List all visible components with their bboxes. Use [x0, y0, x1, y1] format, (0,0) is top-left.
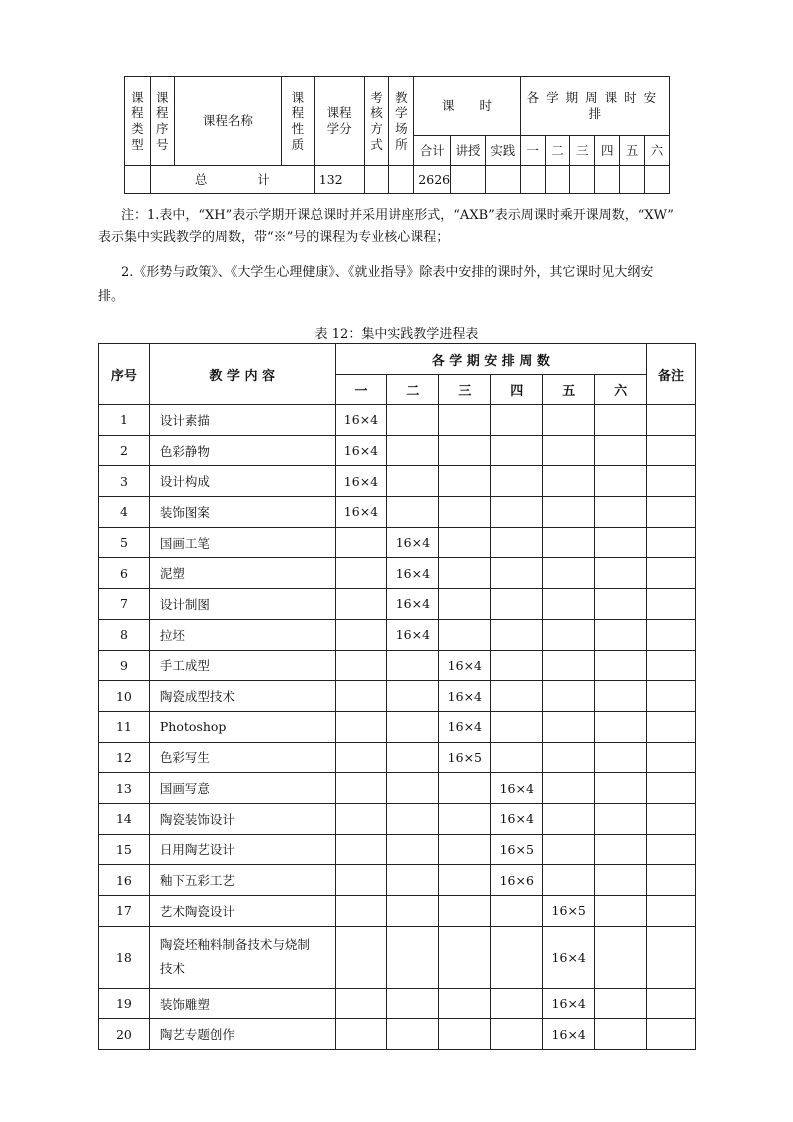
header-term-3: 三: [439, 375, 491, 405]
row-remark: [647, 834, 696, 865]
row-content: 拉坯: [149, 619, 335, 650]
row-content: 陶艺专题创作: [149, 1019, 335, 1050]
table-row: [99, 896, 696, 927]
term-5-weeks: [543, 497, 595, 528]
header-term-3: 三: [570, 136, 595, 166]
row-content: 装饰图案: [149, 497, 335, 528]
header-weeks: 各 学 期 安 排 周 数: [335, 344, 647, 375]
term-4-weeks: [491, 988, 543, 1019]
term-3-weeks: [439, 1019, 491, 1050]
term-1-weeks: 16×4: [335, 466, 387, 497]
term-1-weeks: [335, 865, 387, 896]
term-4-weeks: [491, 405, 543, 436]
header-hours-lecture: 讲授: [451, 136, 486, 166]
row-number: 4: [99, 497, 150, 528]
header-term-6: 六: [595, 375, 647, 405]
term-2-weeks: [387, 865, 439, 896]
row-remark: [647, 896, 696, 927]
term-3-weeks: [439, 435, 491, 466]
table-row: [99, 527, 696, 558]
table-row: [99, 497, 696, 528]
term-4-weeks: [491, 896, 543, 927]
row-remark: [647, 681, 696, 712]
header-exam-method: 考 核 方 式: [364, 77, 389, 166]
row-number: 2: [99, 435, 150, 466]
term-5-weeks: [543, 865, 595, 896]
row-remark: [647, 589, 696, 620]
term-3-weeks: [439, 589, 491, 620]
term-2-weeks: [387, 834, 439, 865]
term-5-weeks: [543, 619, 595, 650]
header-seq: 序号: [99, 344, 150, 405]
total-label: 总 计: [150, 166, 314, 194]
header-term-1: 一: [520, 136, 545, 166]
term-3-weeks: [439, 619, 491, 650]
header-term-1: 一: [335, 375, 387, 405]
term-2-weeks: [387, 1019, 439, 1050]
term-2-weeks: 16×4: [387, 558, 439, 589]
total-cell-empty: [125, 166, 151, 194]
row-content: 设计制图: [149, 589, 335, 620]
row-remark: [647, 803, 696, 834]
term-6-weeks: [595, 803, 647, 834]
row-content: 色彩写生: [149, 742, 335, 773]
header-hours-practice: 实践: [485, 136, 520, 166]
term-4-weeks: 16×6: [491, 865, 543, 896]
row-remark: [647, 558, 696, 589]
term-5-weeks: [543, 681, 595, 712]
term-3-weeks: [439, 466, 491, 497]
term-4-weeks: [491, 527, 543, 558]
term-4-weeks: [491, 466, 543, 497]
term-6-weeks: [595, 558, 647, 589]
term-5-weeks: [543, 466, 595, 497]
term-1-weeks: [335, 926, 387, 988]
term-5-weeks: [543, 650, 595, 681]
header-course-nature: 课 程 性 质: [281, 77, 314, 166]
note-line-2: 表示集中实践教学的周数，带“※”号的课程为专业核心课程；: [98, 230, 450, 245]
term-6-weeks: [595, 619, 647, 650]
term-6-weeks: [595, 988, 647, 1019]
row-number: 16: [99, 865, 150, 896]
total-cell-empty: [520, 166, 545, 194]
table-row: [99, 711, 696, 742]
table-row: [99, 1019, 696, 1050]
table-row: [99, 803, 696, 834]
header-hours-total: 合计: [414, 136, 451, 166]
term-3-weeks: [439, 405, 491, 436]
row-remark: [647, 650, 696, 681]
term-1-weeks: [335, 589, 387, 620]
table-row: [99, 865, 696, 896]
term-1-weeks: [335, 1019, 387, 1050]
table-row: [99, 926, 696, 988]
term-6-weeks: [595, 711, 647, 742]
row-content: 艺术陶瓷设计: [149, 896, 335, 927]
term-4-weeks: [491, 650, 543, 681]
total-cell-empty: [389, 166, 414, 194]
table-row: [99, 466, 696, 497]
row-remark: [647, 466, 696, 497]
term-6-weeks: [595, 1019, 647, 1050]
term-5-weeks: 16×4: [543, 926, 595, 988]
row-content: 设计素描: [149, 405, 335, 436]
term-3-weeks: [439, 773, 491, 804]
table-row: [99, 405, 696, 436]
term-4-weeks: [491, 619, 543, 650]
table-row: [99, 681, 696, 712]
table-row: [99, 619, 696, 650]
term-6-weeks: [595, 865, 647, 896]
row-number: 10: [99, 681, 150, 712]
term-2-weeks: [387, 988, 439, 1019]
header-term-6: 六: [645, 136, 670, 166]
header-course-type: 课程 类型: [125, 77, 151, 166]
term-4-weeks: [491, 742, 543, 773]
term-6-weeks: [595, 773, 647, 804]
term-2-weeks: 16×4: [387, 619, 439, 650]
table-row: [99, 773, 696, 804]
row-number: 14: [99, 803, 150, 834]
table-row: [99, 650, 696, 681]
header-remark: 备注: [647, 344, 696, 405]
row-number: 17: [99, 896, 150, 927]
header-term-5: 五: [620, 136, 645, 166]
row-number: 7: [99, 589, 150, 620]
note-line-4: 排。: [98, 289, 125, 304]
total-cell-empty: [545, 166, 570, 194]
term-5-weeks: [543, 589, 595, 620]
header-course-seq: 课程 序号: [150, 77, 174, 166]
row-remark: [647, 1019, 696, 1050]
term-4-weeks: [491, 1019, 543, 1050]
term-2-weeks: [387, 773, 439, 804]
total-cell-empty: [364, 166, 389, 194]
row-content: 陶瓷装饰设计: [149, 803, 335, 834]
row-number: 1: [99, 405, 150, 436]
row-content: 装饰雕塑: [149, 988, 335, 1019]
term-1-weeks: [335, 527, 387, 558]
term-1-weeks: [335, 650, 387, 681]
term-3-weeks: [439, 803, 491, 834]
term-6-weeks: [595, 896, 647, 927]
row-number: 18: [99, 926, 150, 988]
term-2-weeks: 16×4: [387, 589, 439, 620]
term-3-weeks: [439, 896, 491, 927]
term-6-weeks: [595, 497, 647, 528]
row-remark: [647, 773, 696, 804]
term-5-weeks: 16×5: [543, 896, 595, 927]
term-6-weeks: [595, 742, 647, 773]
total-cell-empty: [595, 166, 620, 194]
term-6-weeks: [595, 527, 647, 558]
total-cell-empty: [451, 166, 486, 194]
total-cell-empty: [645, 166, 670, 194]
term-1-weeks: [335, 773, 387, 804]
row-content: 设计构成: [149, 466, 335, 497]
row-content-line: 陶瓷坯釉料制备技术与烧制: [159, 937, 310, 953]
term-1-weeks: [335, 558, 387, 589]
row-remark: [647, 435, 696, 466]
row-content: 泥塑: [149, 558, 335, 589]
term-1-weeks: [335, 742, 387, 773]
row-content: 色彩静物: [149, 435, 335, 466]
course-plan-table: [124, 76, 670, 194]
term-4-weeks: 16×4: [491, 773, 543, 804]
term-3-weeks: 16×4: [439, 650, 491, 681]
header-term-4: 四: [595, 136, 620, 166]
row-remark: [647, 926, 696, 988]
practice-schedule-table: [98, 343, 696, 1050]
term-5-weeks: [543, 527, 595, 558]
term-2-weeks: [387, 497, 439, 528]
term-5-weeks: [543, 435, 595, 466]
term-3-weeks: [439, 558, 491, 589]
term-4-weeks: [491, 558, 543, 589]
header-term-5: 五: [543, 375, 595, 405]
term-4-weeks: [491, 497, 543, 528]
term-5-weeks: 16×4: [543, 1019, 595, 1050]
header-term-2: 二: [387, 375, 439, 405]
term-2-weeks: [387, 466, 439, 497]
term-1-weeks: [335, 834, 387, 865]
term-5-weeks: [543, 711, 595, 742]
table-row: [99, 988, 696, 1019]
header-course-credit: 课程 学分: [314, 77, 364, 166]
term-6-weeks: [595, 405, 647, 436]
term-4-weeks: [491, 926, 543, 988]
term-1-weeks: [335, 896, 387, 927]
header-teaching-place: 教 学 场 所: [389, 77, 414, 166]
table-row: [99, 435, 696, 466]
term-5-weeks: [543, 558, 595, 589]
row-content: 釉下五彩工艺: [149, 865, 335, 896]
row-number: 6: [99, 558, 150, 589]
total-hours: 2626: [414, 166, 451, 194]
row-content-line: 技术: [159, 961, 185, 977]
term-3-weeks: [439, 988, 491, 1019]
term-6-weeks: [595, 926, 647, 988]
header-term-4: 四: [491, 375, 543, 405]
term-5-weeks: [543, 405, 595, 436]
term-4-weeks: [491, 711, 543, 742]
table-row: [99, 834, 696, 865]
term-5-weeks: [543, 803, 595, 834]
table-caption: 表 12：集中实践教学进程表: [314, 327, 479, 342]
term-6-weeks: [595, 435, 647, 466]
term-2-weeks: [387, 803, 439, 834]
term-1-weeks: 16×4: [335, 405, 387, 436]
term-1-weeks: 16×4: [335, 435, 387, 466]
row-number: 11: [99, 711, 150, 742]
header-hours: 课 时: [414, 77, 520, 136]
term-1-weeks: [335, 619, 387, 650]
note-line-1: 注：1.表中，“XH”表示学期开课总课时并采用讲座形式，“AXB”表示周课时乘开课周数，“XW”: [121, 208, 674, 223]
term-2-weeks: [387, 926, 439, 988]
row-content: 手工成型: [149, 650, 335, 681]
term-5-weeks: [543, 742, 595, 773]
term-4-weeks: [491, 589, 543, 620]
term-5-weeks: 16×4: [543, 988, 595, 1019]
table-row: [99, 558, 696, 589]
row-remark: [647, 865, 696, 896]
term-2-weeks: [387, 650, 439, 681]
row-content: 国画工笔: [149, 527, 335, 558]
term-2-weeks: [387, 711, 439, 742]
table-row: [99, 742, 696, 773]
total-credit: 132: [314, 166, 364, 194]
term-3-weeks: [439, 834, 491, 865]
total-cell-empty: [620, 166, 645, 194]
row-content: 国画写意: [149, 773, 335, 804]
row-remark: [647, 711, 696, 742]
term-6-weeks: [595, 834, 647, 865]
row-remark: [647, 988, 696, 1019]
term-3-weeks: 16×4: [439, 711, 491, 742]
term-6-weeks: [595, 681, 647, 712]
total-cell-empty: [485, 166, 520, 194]
header-content: 教 学 内 容: [149, 344, 335, 405]
term-3-weeks: [439, 926, 491, 988]
header-term-2: 二: [545, 136, 570, 166]
row-number: 20: [99, 1019, 150, 1050]
row-content: [149, 926, 335, 988]
term-6-weeks: [595, 466, 647, 497]
row-number: 13: [99, 773, 150, 804]
total-cell-empty: [570, 166, 595, 194]
term-1-weeks: [335, 988, 387, 1019]
header-course-name: 课程名称: [174, 77, 281, 166]
table-row: [99, 589, 696, 620]
row-remark: [647, 619, 696, 650]
row-content: 陶瓷成型技术: [149, 681, 335, 712]
term-2-weeks: [387, 681, 439, 712]
term-2-weeks: [387, 742, 439, 773]
row-remark: [647, 405, 696, 436]
term-6-weeks: [595, 589, 647, 620]
header-weekly-hours: 各学期周课时安 排: [520, 77, 669, 136]
row-number: 19: [99, 988, 150, 1019]
term-5-weeks: [543, 834, 595, 865]
row-content: 日用陶艺设计: [149, 834, 335, 865]
row-content: Photoshop: [149, 711, 335, 742]
row-number: 15: [99, 834, 150, 865]
term-4-weeks: [491, 435, 543, 466]
term-3-weeks: 16×5: [439, 742, 491, 773]
term-2-weeks: 16×4: [387, 527, 439, 558]
term-3-weeks: [439, 497, 491, 528]
row-number: 5: [99, 527, 150, 558]
row-number: 8: [99, 619, 150, 650]
term-2-weeks: [387, 435, 439, 466]
term-3-weeks: [439, 527, 491, 558]
term-4-weeks: 16×5: [491, 834, 543, 865]
term-1-weeks: [335, 711, 387, 742]
term-1-weeks: [335, 803, 387, 834]
term-5-weeks: [543, 773, 595, 804]
term-1-weeks: [335, 681, 387, 712]
term-6-weeks: [595, 650, 647, 681]
term-4-weeks: 16×4: [491, 803, 543, 834]
term-3-weeks: 16×4: [439, 681, 491, 712]
term-2-weeks: [387, 405, 439, 436]
term-1-weeks: 16×4: [335, 497, 387, 528]
row-number: 3: [99, 466, 150, 497]
term-2-weeks: [387, 896, 439, 927]
row-remark: [647, 742, 696, 773]
row-remark: [647, 527, 696, 558]
term-4-weeks: [491, 681, 543, 712]
row-number: 9: [99, 650, 150, 681]
row-number: 12: [99, 742, 150, 773]
term-3-weeks: [439, 865, 491, 896]
row-remark: [647, 497, 696, 528]
note-line-3: 2.《形势与政策》、《大学生心理健康》、《就业指导》除表中安排的课时外，其它课时见大纲安: [121, 265, 654, 280]
